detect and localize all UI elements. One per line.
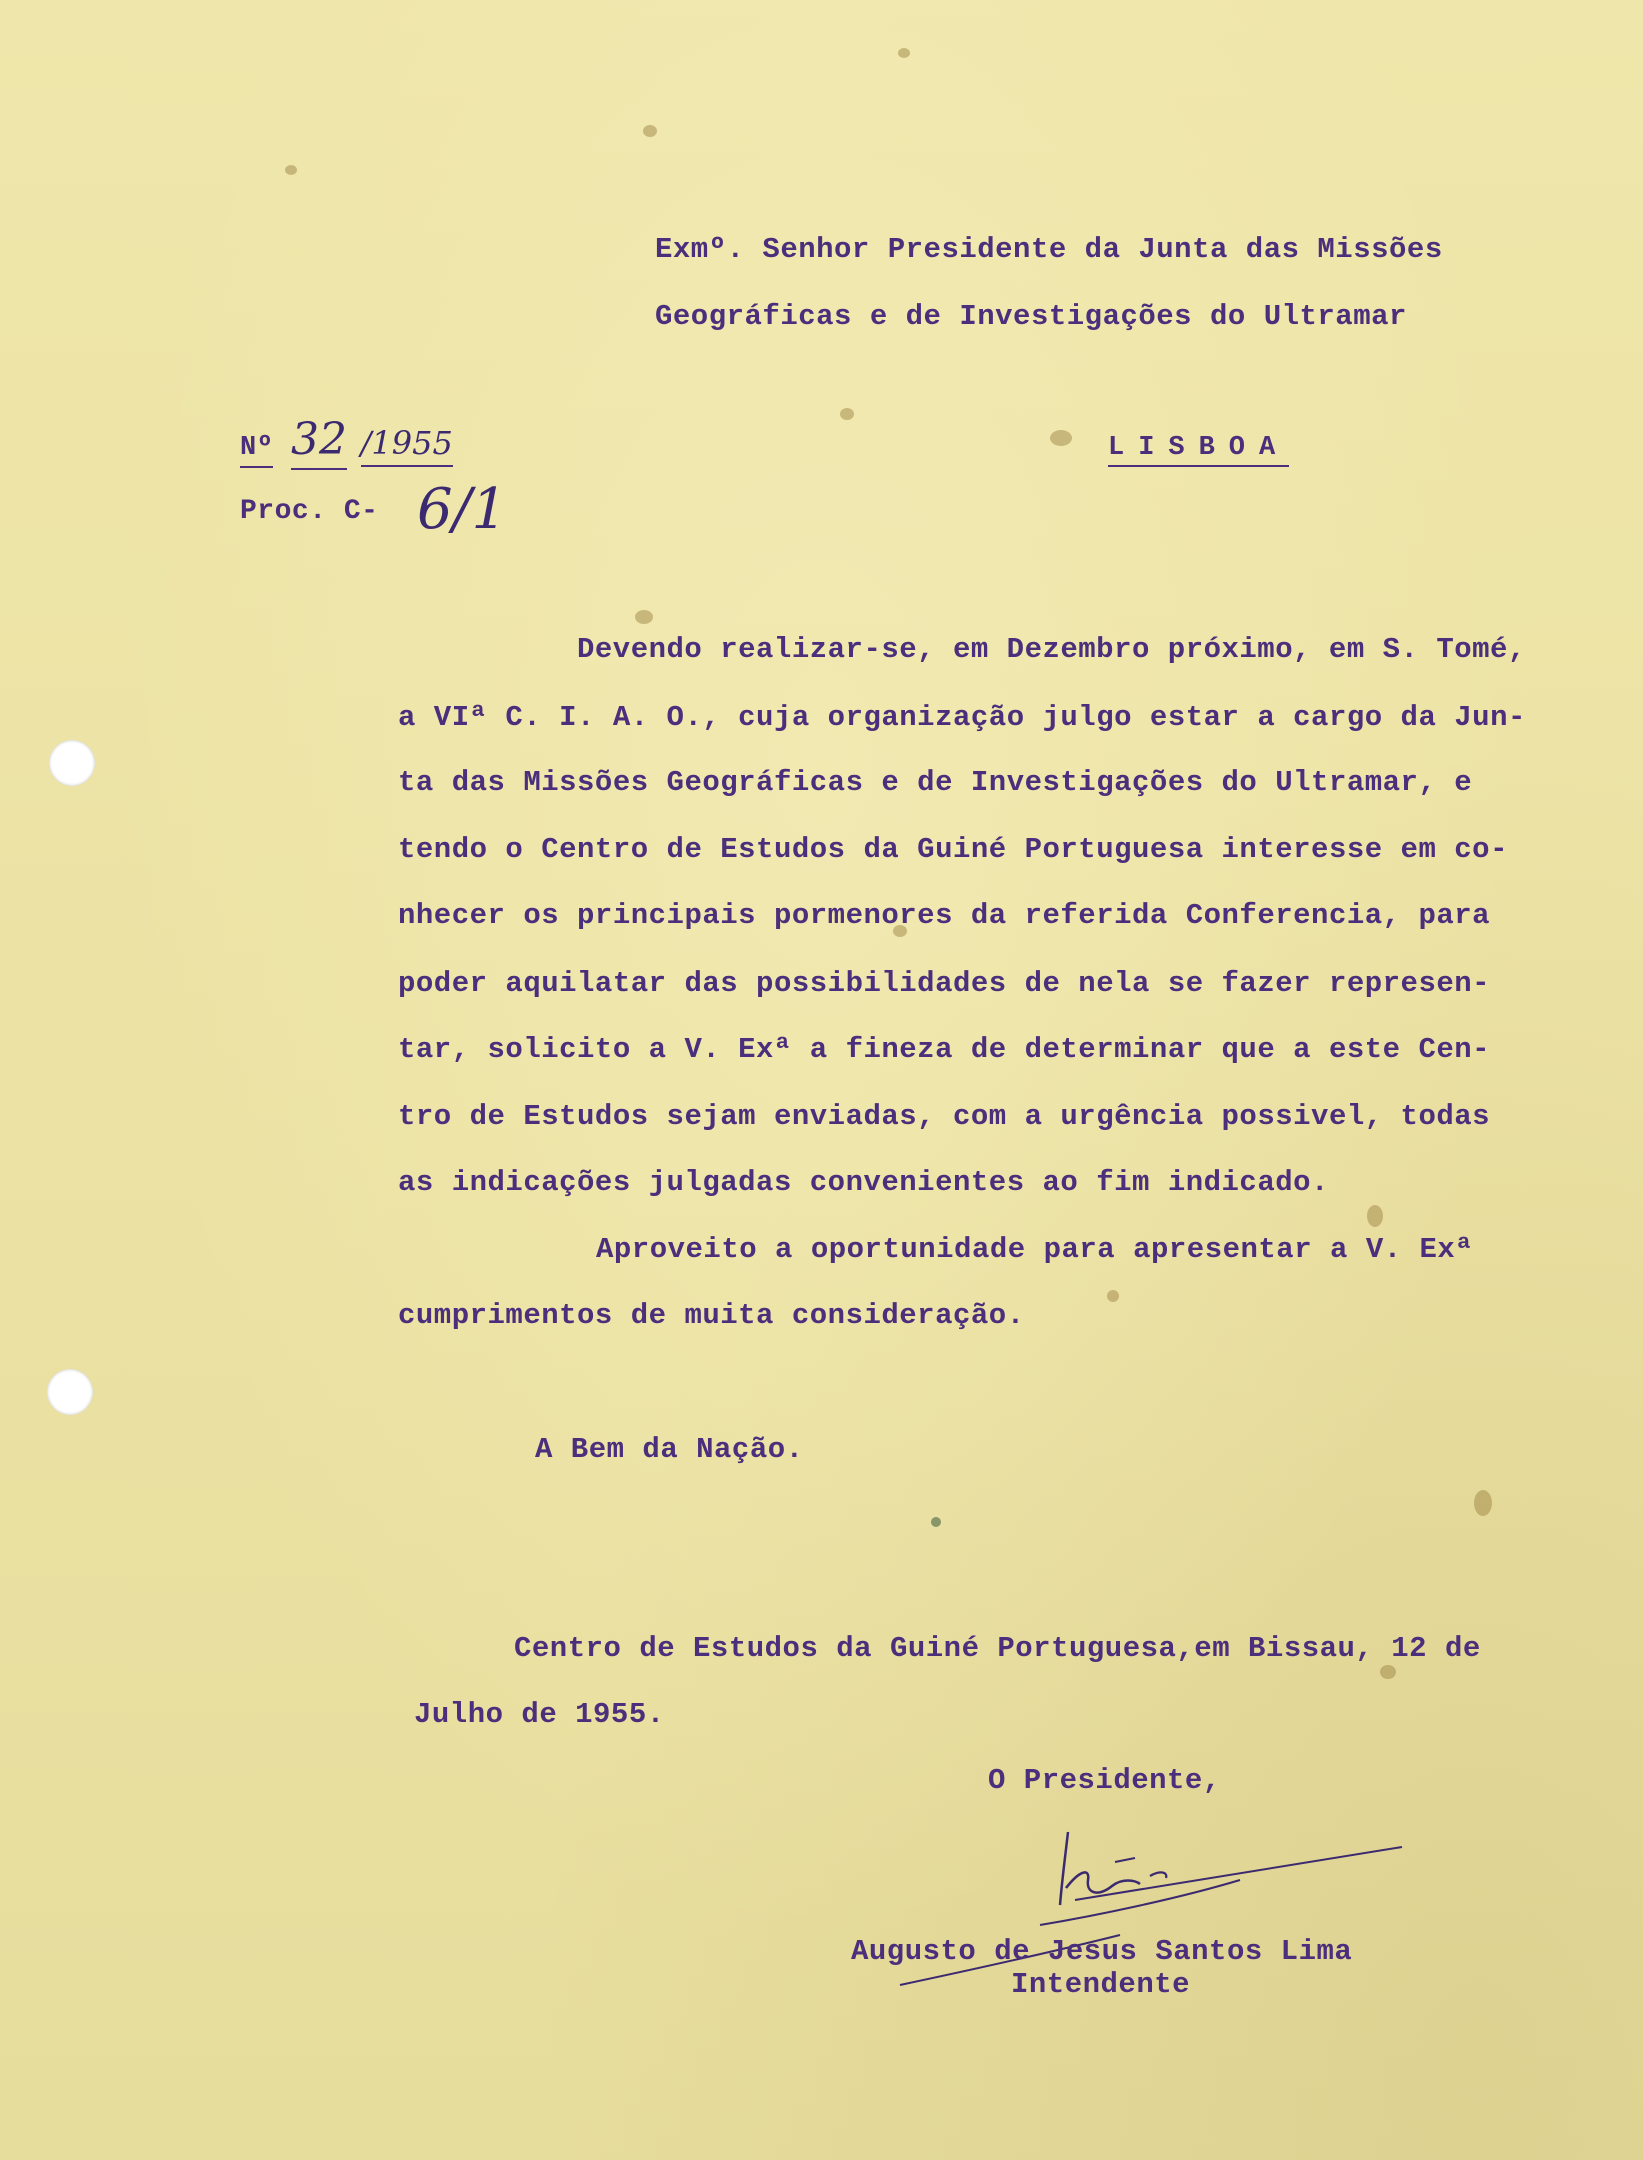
proc-label: Proc. C- (240, 496, 379, 527)
body-line-9: as indicações julgadas convenientes ao fim indicado. (398, 1166, 1329, 1199)
reference-number-year: /1955 (361, 424, 453, 467)
place-date-line-1: Centro de Estudos da Guiné Portuguesa,em Bissau, 12 de (514, 1632, 1481, 1665)
addressee-city: LISBOA (1108, 435, 1289, 467)
addressee-line-2: Geográficas e de Investigações do Ultramar (655, 300, 1407, 333)
body-line-3: ta das Missões Geográficas e de Investigações do Ultramar, e (398, 766, 1473, 799)
signature-title: Intendente (1011, 1968, 1191, 2001)
closing-line-1: Aproveito a oportunidade para apresentar a V. Exª (596, 1233, 1474, 1266)
signature-role: O Presidente, (988, 1764, 1221, 1797)
closing-line-2: cumprimentos de muita consideração. (398, 1299, 1025, 1332)
proc-value: 6/1 (417, 477, 508, 542)
body-line-2: a VIª C. I. A. O., cuja organização julgo estar a cargo da Jun- (398, 701, 1526, 734)
reference-number-label: Nº (240, 433, 273, 468)
body-line-8: tro de Estudos sejam enviadas, com a urgência possivel, todas (398, 1100, 1491, 1133)
body-line-6: poder aquilatar das possibilidades de nela se fazer represen- (398, 967, 1491, 1000)
body-line-5: nhecer os principais pormenores da referida Conferencia, para (398, 899, 1491, 932)
salutation: A Bem da Nação. (535, 1433, 804, 1466)
addressee-line-1: Exmº. Senhor Presidente da Junta das Missões (655, 233, 1443, 266)
reference-number-value: 32 (291, 414, 347, 470)
body-line-7: tar, solicito a V. Exª a fineza de determinar que a este Cen- (398, 1033, 1491, 1066)
place-date-line-2: Julho de 1955. (414, 1698, 665, 1731)
signature-name: Augusto de Jesus Santos Lima (851, 1935, 1353, 1968)
body-line-1: Devendo realizar-se, em Dezembro próximo, em S. Tomé, (577, 633, 1526, 666)
body-line-4: tendo o Centro de Estudos da Guiné Portuguesa interesse em co- (398, 833, 1508, 866)
